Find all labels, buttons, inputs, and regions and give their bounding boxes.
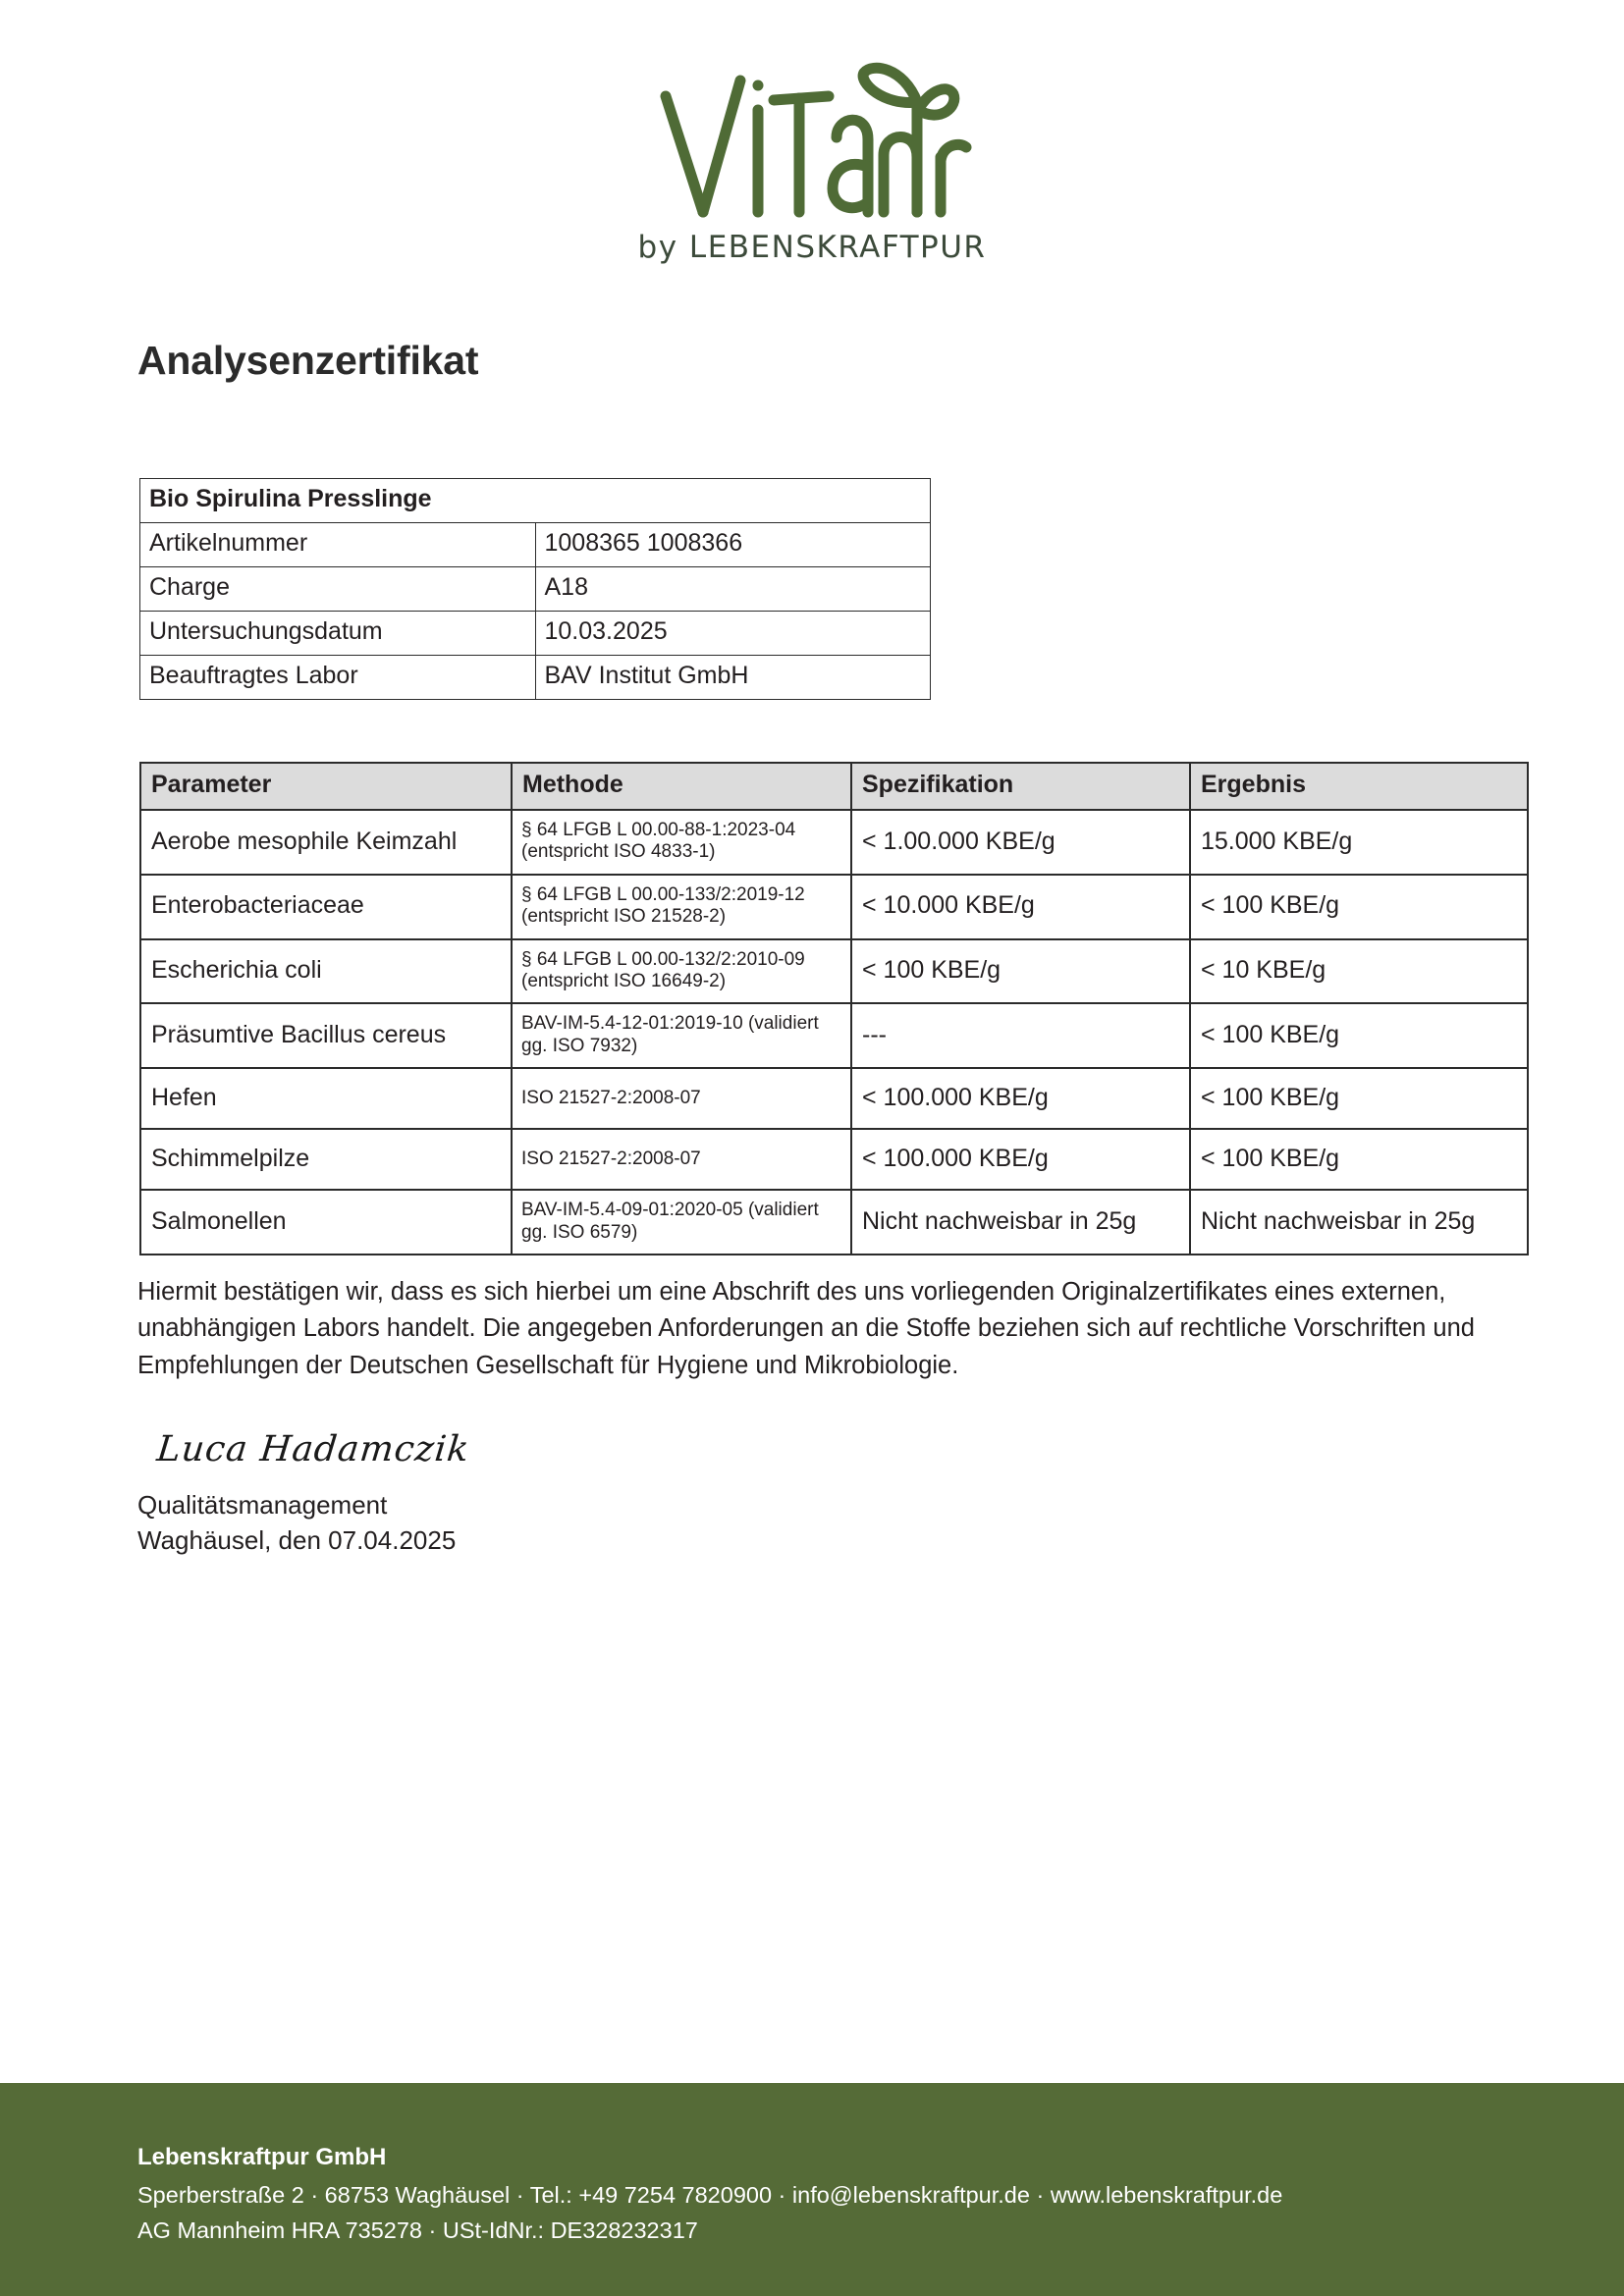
table-row xyxy=(140,810,1528,875)
column-header-ergebnis: Ergebnis xyxy=(1190,763,1528,810)
info-label: Charge xyxy=(140,567,536,612)
cell-ergebnis: < 10 KBE/g xyxy=(1190,939,1528,1004)
cell-methode: ISO 21527-2:2008-07 xyxy=(512,1068,851,1129)
confirmation-statement: Hiermit bestätigen wir, dass es sich hierbei um eine Abschrift des uns vorliegenden Originalzertifikates eines externen, unabhängigen Labors handelt. Die angegeben Anforderungen an die Stoffe beziehen sich auf rechtliche Vorschriften und Empfehlungen der Deutschen Gesellschaft für Hygiene und Mikrobiologie. xyxy=(137,1278,1475,1379)
signature-place-date: Waghäusel, den 07.04.2025 xyxy=(137,1525,457,1556)
cell-parameter: Präsumtive Bacillus cereus xyxy=(140,1003,512,1068)
footer-company-name: Lebenskraftpur GmbH xyxy=(137,2144,387,2170)
table-row xyxy=(140,523,931,567)
table-row xyxy=(140,1068,1528,1129)
logo-subtitle-brand: LEBENSKRAFTPUR xyxy=(688,230,987,265)
cell-methode: § 64 LFGB L 00.00-132/2:2010-09 (entspricht ISO 16649-2) xyxy=(512,939,851,1004)
cell-parameter: Hefen xyxy=(140,1068,512,1129)
footer-registry: AG Mannheim HRA 735278 · USt-IdNr.: DE328232317 xyxy=(137,2217,698,2244)
product-info-table xyxy=(139,478,931,700)
cell-spezifikation: < 100.000 KBE/g xyxy=(851,1068,1190,1129)
cell-spezifikation: < 100.000 KBE/g xyxy=(851,1129,1190,1190)
logo-subtitle-prefix: by xyxy=(637,230,678,265)
signature-details xyxy=(137,1487,456,1559)
cell-methode: ISO 21527-2:2008-07 xyxy=(512,1129,851,1190)
table-row xyxy=(140,479,931,523)
vitanur-wordmark-icon xyxy=(650,39,974,226)
cell-ergebnis: < 100 KBE/g xyxy=(1190,1129,1528,1190)
cell-methode: BAV-IM-5.4-09-01:2020-05 (validiert gg. ISO 6579) xyxy=(512,1190,851,1255)
info-label: Untersuchungsdatum xyxy=(140,612,536,656)
cell-ergebnis: < 100 KBE/g xyxy=(1190,1003,1528,1068)
signature-role: Qualitätsmanagement xyxy=(137,1490,388,1520)
column-header-spezifikation: Spezifikation xyxy=(851,763,1190,810)
signature-handwriting: Luca Hadamczik xyxy=(154,1429,472,1469)
logo-subtitle xyxy=(0,230,1624,265)
cell-spezifikation: Nicht nachweisbar in 25g xyxy=(851,1190,1190,1255)
cell-spezifikation: --- xyxy=(851,1003,1190,1068)
cell-methode: BAV-IM-5.4-12-01:2019-10 (validiert gg. ISO 7932) xyxy=(512,1003,851,1068)
cell-ergebnis: < 100 KBE/g xyxy=(1190,1068,1528,1129)
brand-logo xyxy=(0,39,1624,265)
table-row xyxy=(140,567,931,612)
page-footer xyxy=(0,2083,1624,2296)
cell-ergebnis: 15.000 KBE/g xyxy=(1190,810,1528,875)
info-label: Beauftragtes Labor xyxy=(140,656,536,700)
cell-parameter: Schimmelpilze xyxy=(140,1129,512,1190)
product-heading: Bio Spirulina Presslinge xyxy=(140,479,931,523)
table-row xyxy=(140,939,1528,1004)
cell-spezifikation: < 1.00.000 KBE/g xyxy=(851,810,1190,875)
table-row xyxy=(140,1190,1528,1255)
column-header-methode: Methode xyxy=(512,763,851,810)
analysis-results-table xyxy=(139,762,1529,1255)
cell-parameter: Salmonellen xyxy=(140,1190,512,1255)
cell-spezifikation: < 100 KBE/g xyxy=(851,939,1190,1004)
footer-address: Sperberstraße 2 · 68753 Waghäusel · Tel.: +49 7254 7820900 · info@lebenskraftpur.de · www.lebenskraftpur.de xyxy=(137,2182,1283,2209)
cell-methode: § 64 LFGB L 00.00-88-1:2023-04 (entspricht ISO 4833-1) xyxy=(512,810,851,875)
table-header-row xyxy=(140,763,1528,810)
info-value: BAV Institut GmbH xyxy=(535,656,931,700)
page-title: Analysenzertifikat xyxy=(137,338,479,383)
column-header-parameter: Parameter xyxy=(140,763,512,810)
info-value: 10.03.2025 xyxy=(535,612,931,656)
cell-parameter: Enterobacteriaceae xyxy=(140,875,512,939)
cell-ergebnis: Nicht nachweisbar in 25g xyxy=(1190,1190,1528,1255)
table-row xyxy=(140,1003,1528,1068)
cell-parameter: Escherichia coli xyxy=(140,939,512,1004)
table-row xyxy=(140,875,1528,939)
cell-ergebnis: < 100 KBE/g xyxy=(1190,875,1528,939)
info-value: 1008365 1008366 xyxy=(535,523,931,567)
cell-spezifikation: < 10.000 KBE/g xyxy=(851,875,1190,939)
table-row xyxy=(140,656,931,700)
info-label: Artikelnummer xyxy=(140,523,536,567)
cell-methode: § 64 LFGB L 00.00-133/2:2019-12 (entspricht ISO 21528-2) xyxy=(512,875,851,939)
cell-parameter: Aerobe mesophile Keimzahl xyxy=(140,810,512,875)
footer-content xyxy=(137,2140,1282,2249)
table-row xyxy=(140,1129,1528,1190)
info-value: A18 xyxy=(535,567,931,612)
table-row xyxy=(140,612,931,656)
